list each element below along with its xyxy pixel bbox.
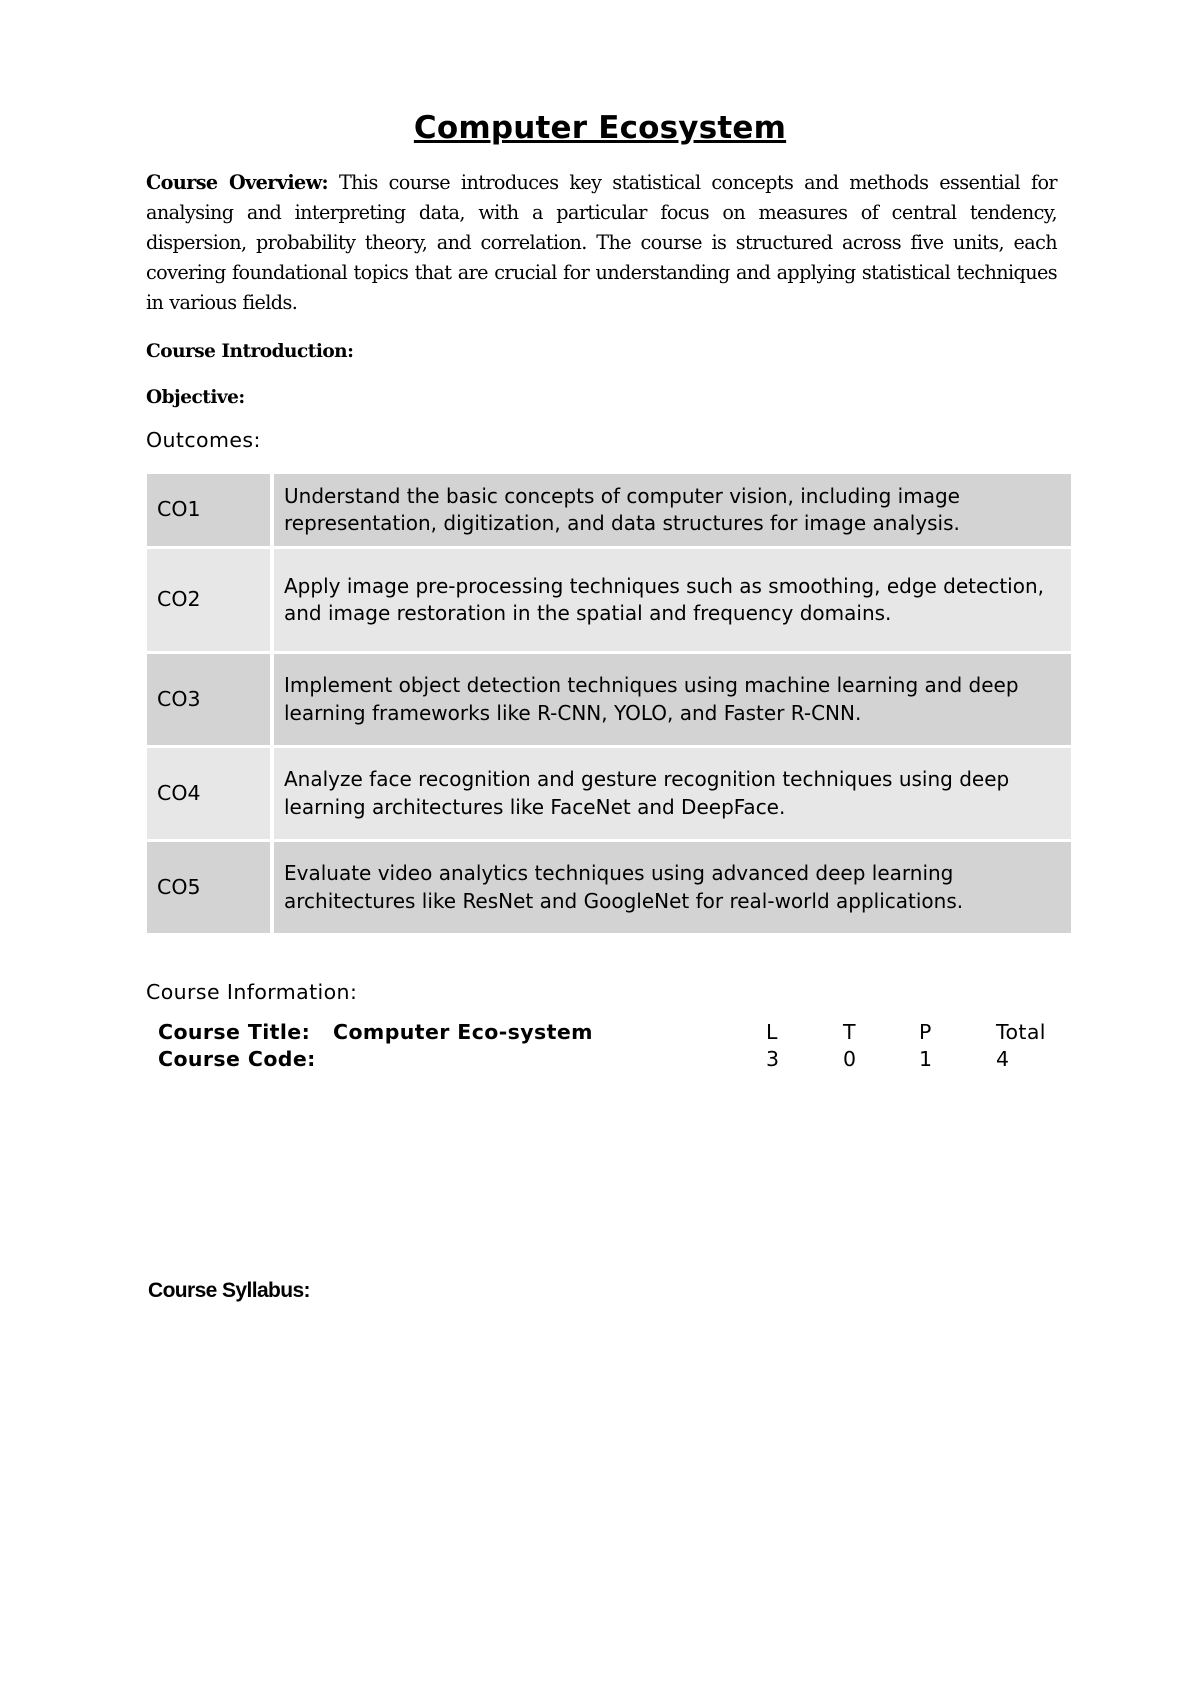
table-row bbox=[147, 748, 1071, 839]
course-introduction-heading: Course Introduction: bbox=[146, 341, 354, 362]
header-total: Total bbox=[996, 1020, 1046, 1044]
outcome-description: Apply image pre-processing techniques such as smoothing, edge detection, and image restoration in the spatial and frequency domains. bbox=[274, 549, 1071, 651]
header-l: L bbox=[766, 1020, 778, 1044]
course-overview-paragraph bbox=[146, 168, 1057, 318]
header-t: T bbox=[843, 1020, 856, 1044]
outcome-description: Understand the basic concepts of computer vision, including image representation, digitization, and data structures for image analysis. bbox=[274, 474, 1071, 546]
objective-heading: Objective: bbox=[146, 387, 245, 408]
outcome-description: Analyze face recognition and gesture recognition techniques using deep learning architectures like FaceNet and DeepFace. bbox=[274, 748, 1071, 839]
table-row bbox=[147, 549, 1071, 651]
table-row bbox=[147, 474, 1071, 546]
outcomes-table bbox=[143, 471, 1075, 936]
table-row bbox=[147, 842, 1071, 933]
course-title-label: Course Title: bbox=[158, 1020, 311, 1044]
course-overview-label: Course Overview: bbox=[146, 171, 329, 194]
outcome-description: Implement object detection techniques using machine learning and deep learning frameworks like R-CNN, YOLO, and Faster R-CNN. bbox=[274, 654, 1071, 745]
course-code-label: Course Code: bbox=[158, 1047, 316, 1071]
outcomes-heading: Outcomes: bbox=[146, 428, 261, 452]
table-row bbox=[147, 654, 1071, 745]
outcome-code: CO2 bbox=[147, 549, 270, 651]
course-information-grid bbox=[158, 1020, 1058, 1074]
course-syllabus-heading: Course Syllabus: bbox=[148, 1279, 310, 1302]
document-title: Computer Ecosystem bbox=[413, 110, 787, 146]
value-total: 4 bbox=[996, 1047, 1010, 1071]
course-title-row bbox=[158, 1020, 1058, 1047]
outcome-code: CO3 bbox=[147, 654, 270, 745]
outcome-code: CO4 bbox=[147, 748, 270, 839]
value-t: 0 bbox=[843, 1047, 857, 1071]
value-p: 1 bbox=[919, 1047, 933, 1071]
value-l: 3 bbox=[766, 1047, 780, 1071]
outcome-code: CO1 bbox=[147, 474, 270, 546]
outcome-code: CO5 bbox=[147, 842, 270, 933]
course-code-row bbox=[158, 1047, 1058, 1074]
header-p: P bbox=[919, 1020, 932, 1044]
course-title-value: Computer Eco-system bbox=[333, 1020, 593, 1044]
course-overview-text: This course introduces key statistical concepts and methods essential for analysing and interpreting data, with a particular focus on measures of central tendency, dispersion, probability theory, and correlation. The course is structured across five units, each covering foundational topics that are crucial for understanding and applying statistical techniques in various fields. bbox=[146, 171, 1057, 314]
outcome-description: Evaluate video analytics techniques using advanced deep learning architectures like ResNet and GoogleNet for real-world applications. bbox=[274, 842, 1071, 933]
course-information-heading: Course Information: bbox=[146, 980, 358, 1004]
